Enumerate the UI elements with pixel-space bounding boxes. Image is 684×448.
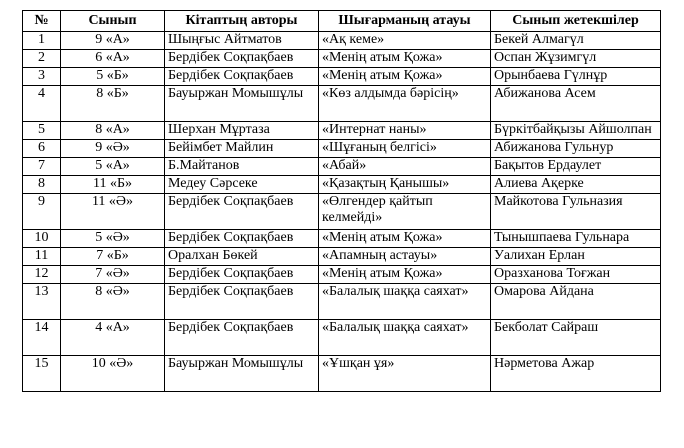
row-work: «Балалық шаққа саяхат» <box>319 320 491 356</box>
row-author: Бауыржан Момышұлы <box>165 356 319 392</box>
header-teacher: Сынып жетекшілер <box>491 11 661 32</box>
row-work: «Шұғаның белгісі» <box>319 140 491 158</box>
header-grade: Сынып <box>61 11 165 32</box>
row-work: «Менің атым Қожа» <box>319 266 491 284</box>
row-number: 11 <box>23 248 61 266</box>
book-table <box>22 10 661 392</box>
row-grade: 5 «Ә» <box>61 230 165 248</box>
row-grade: 11 «Б» <box>61 176 165 194</box>
row-teacher: Тынышпаева Гульнара <box>491 230 661 248</box>
row-teacher: Бақытов Ердаулет <box>491 158 661 176</box>
row-teacher: Омарова Айдана <box>491 284 661 320</box>
row-grade: 7 «Ә» <box>61 266 165 284</box>
row-author: Бердібек Соқпақбаев <box>165 50 319 68</box>
row-grade: 5 «А» <box>61 158 165 176</box>
row-grade: 11 «Ә» <box>61 194 165 230</box>
row-work: «Ақ кеме» <box>319 32 491 50</box>
row-number: 10 <box>23 230 61 248</box>
row-grade: 7 «Б» <box>61 248 165 266</box>
row-grade: 8 «Б» <box>61 86 165 122</box>
row-number: 13 <box>23 284 61 320</box>
row-author: Б.Майтанов <box>165 158 319 176</box>
row-grade: 8 «Ә» <box>61 284 165 320</box>
row-number: 3 <box>23 68 61 86</box>
row-teacher: Орынбаева Гүлнұр <box>491 68 661 86</box>
row-number: 6 <box>23 140 61 158</box>
row-teacher: Абижанова Асем <box>491 86 661 122</box>
row-work: «Менің атым Қожа» <box>319 230 491 248</box>
table-row <box>23 158 661 176</box>
table-row <box>23 194 661 230</box>
row-work: «Өлгендер қайтып келмейді» <box>319 194 491 230</box>
table-row <box>23 68 661 86</box>
row-author: Бауыржан Момышұлы <box>165 86 319 122</box>
header-author: Кітаптың авторы <box>165 11 319 32</box>
row-work: «Қазақтың Қанышы» <box>319 176 491 194</box>
header-row <box>23 11 661 32</box>
row-number: 9 <box>23 194 61 230</box>
table-row <box>23 50 661 68</box>
row-grade: 5 «Б» <box>61 68 165 86</box>
row-teacher: Оразханова Тоғжан <box>491 266 661 284</box>
table-row <box>23 176 661 194</box>
row-author: Бердібек Соқпақбаев <box>165 266 319 284</box>
row-author: Бердібек Соқпақбаев <box>165 230 319 248</box>
row-number: 8 <box>23 176 61 194</box>
row-number: 2 <box>23 50 61 68</box>
table-row <box>23 122 661 140</box>
row-number: 1 <box>23 32 61 50</box>
row-work: «Менің атым Қожа» <box>319 68 491 86</box>
row-grade: 8 «А» <box>61 122 165 140</box>
table-row <box>23 86 661 122</box>
row-number: 4 <box>23 86 61 122</box>
table-row <box>23 320 661 356</box>
row-work: «Балалық шаққа саяхат» <box>319 284 491 320</box>
table-row <box>23 248 661 266</box>
header-number: № <box>23 11 61 32</box>
table-row <box>23 140 661 158</box>
row-teacher: Бекболат Сайраш <box>491 320 661 356</box>
row-grade: 9 «А» <box>61 32 165 50</box>
row-number: 14 <box>23 320 61 356</box>
row-work: «Апамның астауы» <box>319 248 491 266</box>
row-work: «Көз алдымда бәрісің» <box>319 86 491 122</box>
table-row <box>23 32 661 50</box>
header-work: Шығарманың атауы <box>319 11 491 32</box>
row-author: Бердібек Соқпақбаев <box>165 284 319 320</box>
row-author: Шерхан Мұртаза <box>165 122 319 140</box>
row-teacher: Алиева Ақерке <box>491 176 661 194</box>
table-row <box>23 230 661 248</box>
row-author: Медеу Сәрсеке <box>165 176 319 194</box>
table-row <box>23 356 661 392</box>
row-work: «Ұшқан ұя» <box>319 356 491 392</box>
row-teacher: Уалихан Ерлан <box>491 248 661 266</box>
row-grade: 6 «А» <box>61 50 165 68</box>
row-author: Бердібек Соқпақбаев <box>165 194 319 230</box>
table-row <box>23 284 661 320</box>
row-author: Бердібек Соқпақбаев <box>165 68 319 86</box>
row-number: 15 <box>23 356 61 392</box>
row-grade: 9 «Ә» <box>61 140 165 158</box>
row-teacher: Бүркітбайқызы Айшолпан <box>491 122 661 140</box>
row-teacher: Бекей Алмагүл <box>491 32 661 50</box>
table-row <box>23 266 661 284</box>
row-teacher: Абижанова Гульнур <box>491 140 661 158</box>
row-teacher: Оспан Жұзимгүл <box>491 50 661 68</box>
row-grade: 4 «А» <box>61 320 165 356</box>
row-author: Бейімбет Майлин <box>165 140 319 158</box>
row-author: Бердібек Соқпақбаев <box>165 320 319 356</box>
row-author: Оралхан Бөкей <box>165 248 319 266</box>
row-work: «Интернат наны» <box>319 122 491 140</box>
row-grade: 10 «Ә» <box>61 356 165 392</box>
row-author: Шыңғыс Айтматов <box>165 32 319 50</box>
row-work: «Абай» <box>319 158 491 176</box>
row-number: 7 <box>23 158 61 176</box>
row-teacher: Майкотова Гульназия <box>491 194 661 230</box>
row-teacher: Нәрметова Ажар <box>491 356 661 392</box>
row-number: 12 <box>23 266 61 284</box>
row-number: 5 <box>23 122 61 140</box>
row-work: «Менің атым Қожа» <box>319 50 491 68</box>
